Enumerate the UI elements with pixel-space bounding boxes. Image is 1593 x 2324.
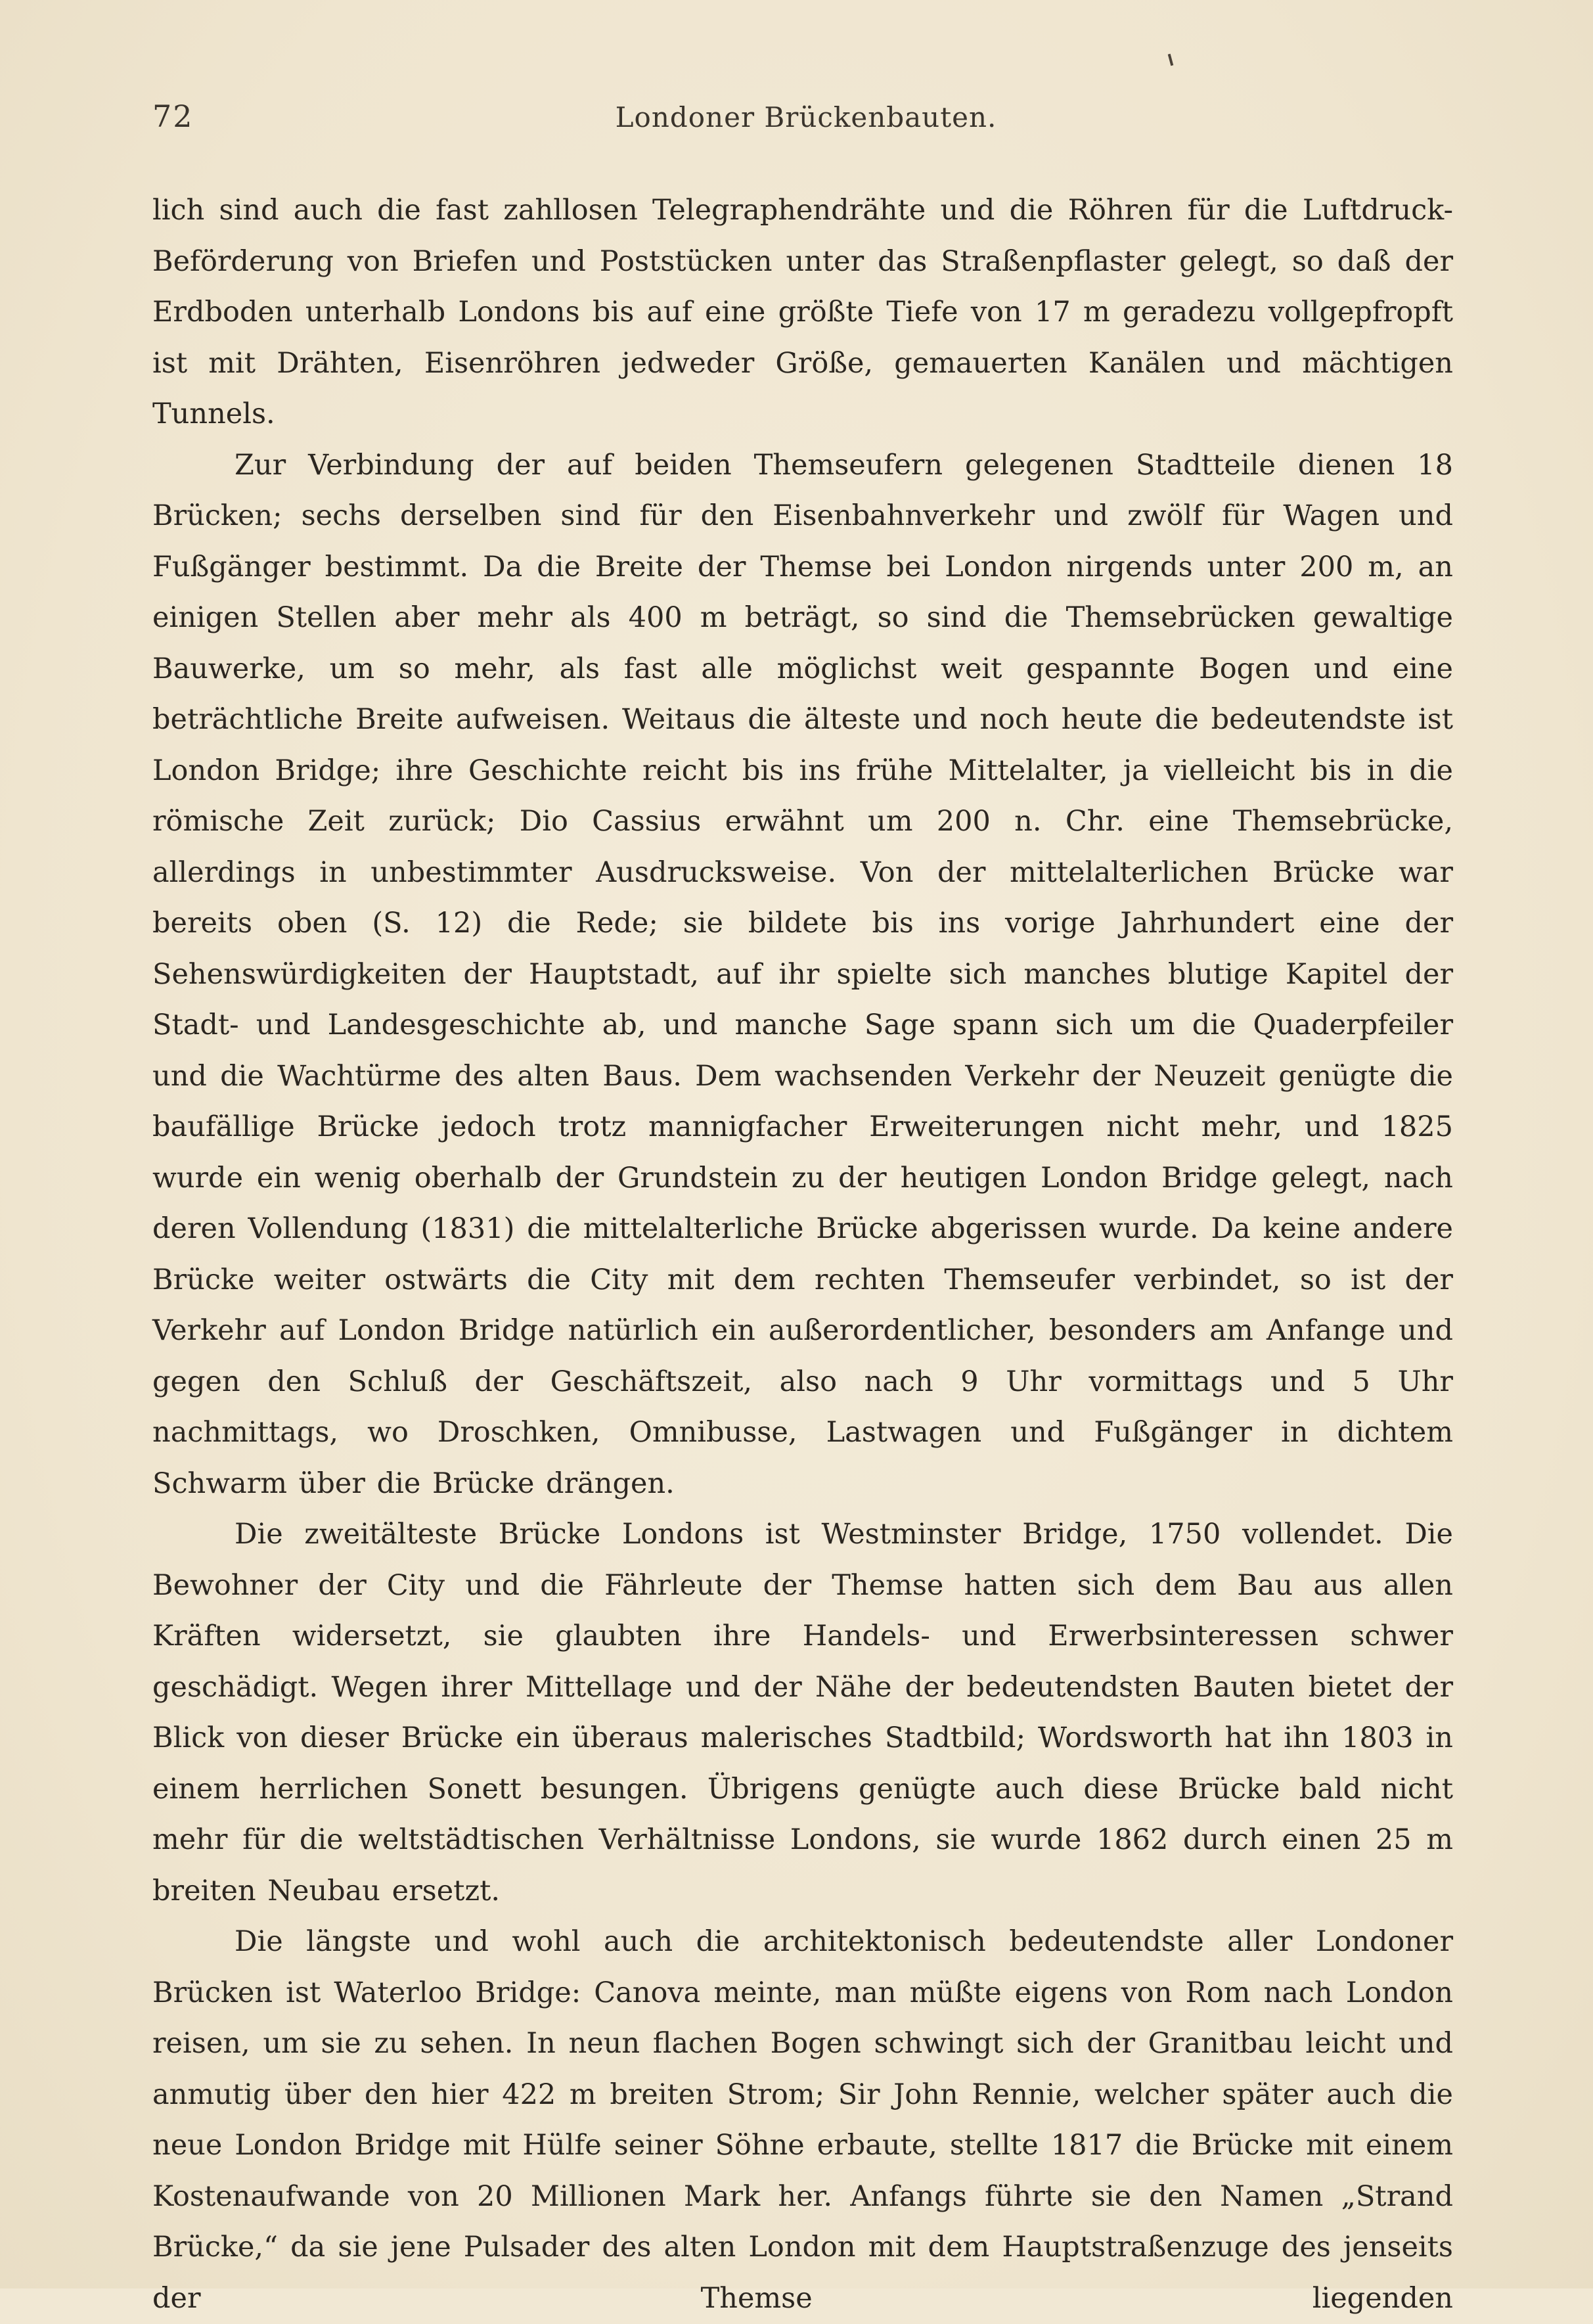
ink-speck-mark xyxy=(1168,54,1174,66)
body-text xyxy=(152,185,1453,2324)
paragraph-2: Zur Verbindung der auf beiden Themseufern gelegenen Stadtteile dienen 18 Brücken; sechs derselben sind für den Eisenbahnverkehr und zwölf für Wagen und Fußgänger bestimmt. Da die Breite der Themse bei London nirgends unter 200 m, an einigen Stellen aber mehr als 400 m beträgt, so sind die Themsebrücken gewaltige Bauwerke, um so mehr, als fast alle möglichst weit gespannte Bogen und eine beträchtliche Breite aufweisen. Weitaus die älteste und noch heute die bedeutendste ist London Bridge; ihre Geschichte reicht bis ins frühe Mittelalter, ja vielleicht bis in die römische Zeit zurück; Dio Cassius erwähnt um 200 n. Chr. eine Themsebrücke, allerdings in unbestimmter Ausdrucksweise. Von der mittelalterlichen Brücke war bereits oben (S. 12) die Rede; sie bildete bis ins vorige Jahrhundert eine der Sehenswürdigkeiten der Hauptstadt, auf ihr spielte sich manches blutige Kapitel der Stadt- und Landesgeschichte ab, und manche Sage spann sich um die Quaderpfeiler und die Wachtürme des alten Baus. Dem wachsenden Verkehr der Neuzeit genügte die baufällige Brücke jedoch trotz mannigfacher Erweiterungen nicht mehr, und 1825 wurde ein wenig oberhalb der Grundstein zu der heutigen London Bridge gelegt, nach deren Vollendung (1831) die mittelalterliche Brücke abgerissen wurde. Da keine andere Brücke weiter ostwärts die City mit dem rechten Themseufer verbindet, so ist der Verkehr auf London Bridge natürlich ein außerordentlicher, besonders am Anfange und gegen den Schluß der Geschäftszeit, also nach 9 Uhr vormittags und 5 Uhr nachmittags, wo Droschken, Omnibusse, Lastwagen und Fußgänger in dichtem Schwarm über die Brücke drängen. xyxy=(152,448,1453,1500)
paragraph-4: Die längste und wohl auch die architektonisch bedeutendste aller Londoner Brücken ist Waterloo Bridge: Canova meinte, man müßte eigens von Rom nach London reisen, um sie zu sehen. In neun flachen Bogen schwingt sich der Granitbau leicht und anmutig über den hier 422 m breiten Strom; Sir John Rennie, welcher später auch die neue London Bridge mit Hülfe seiner Söhne erbaute, stellte 1817 die Brücke mit einem Kostenaufwande von 20 Millionen Mark her. Anfangs führte sie den Namen „Strand Brücke,“ da sie jene Pulsader des alten London mit dem Hauptstraßenzuge des jenseits der Themse liegenden xyxy=(152,1925,1453,2315)
page-number: 72 xyxy=(152,99,194,134)
paragraph-3: Die zweitälteste Brücke Londons ist Westminster Bridge, 1750 vollendet. Die Bewohner der City und die Fährleute der Themse hatten sich dem Bau aus allen Kräften widersetzt, sie glaubten ihre Handels- und Erwerbsinteressen schwer geschädigt. Wegen ihrer Mittellage und der Nähe der bedeutendsten Bauten bietet der Blick von dieser Brücke ein überaus malerisches Stadtbild; Wordsworth hat ihn 1803 in einem herrlichen Sonett besungen. Übrigens genügte auch diese Brücke bald nicht mehr für die weltstädtischen Verhältnisse Londons, sie wurde 1862 durch einen 25 m breiten Neubau ersetzt. xyxy=(152,1518,1453,1907)
paragraph-1: lich sind auch die fast zahllosen Telegraphendrähte und die Röhren für die Luftdruck-Beförderung von Briefen und Poststücken unter das Straßenpflaster gelegt, so daß der Erdboden unterhalb Londons bis auf eine größte Tiefe von 17 m geradezu vollgepfropft ist mit Drähten, Eisenröhren jedweder Größe, gemauerten Kanälen und mächtigen Tunnels. xyxy=(152,194,1453,430)
running-title: Londoner Brückenbauten. xyxy=(615,101,997,133)
page-header xyxy=(152,99,1460,145)
